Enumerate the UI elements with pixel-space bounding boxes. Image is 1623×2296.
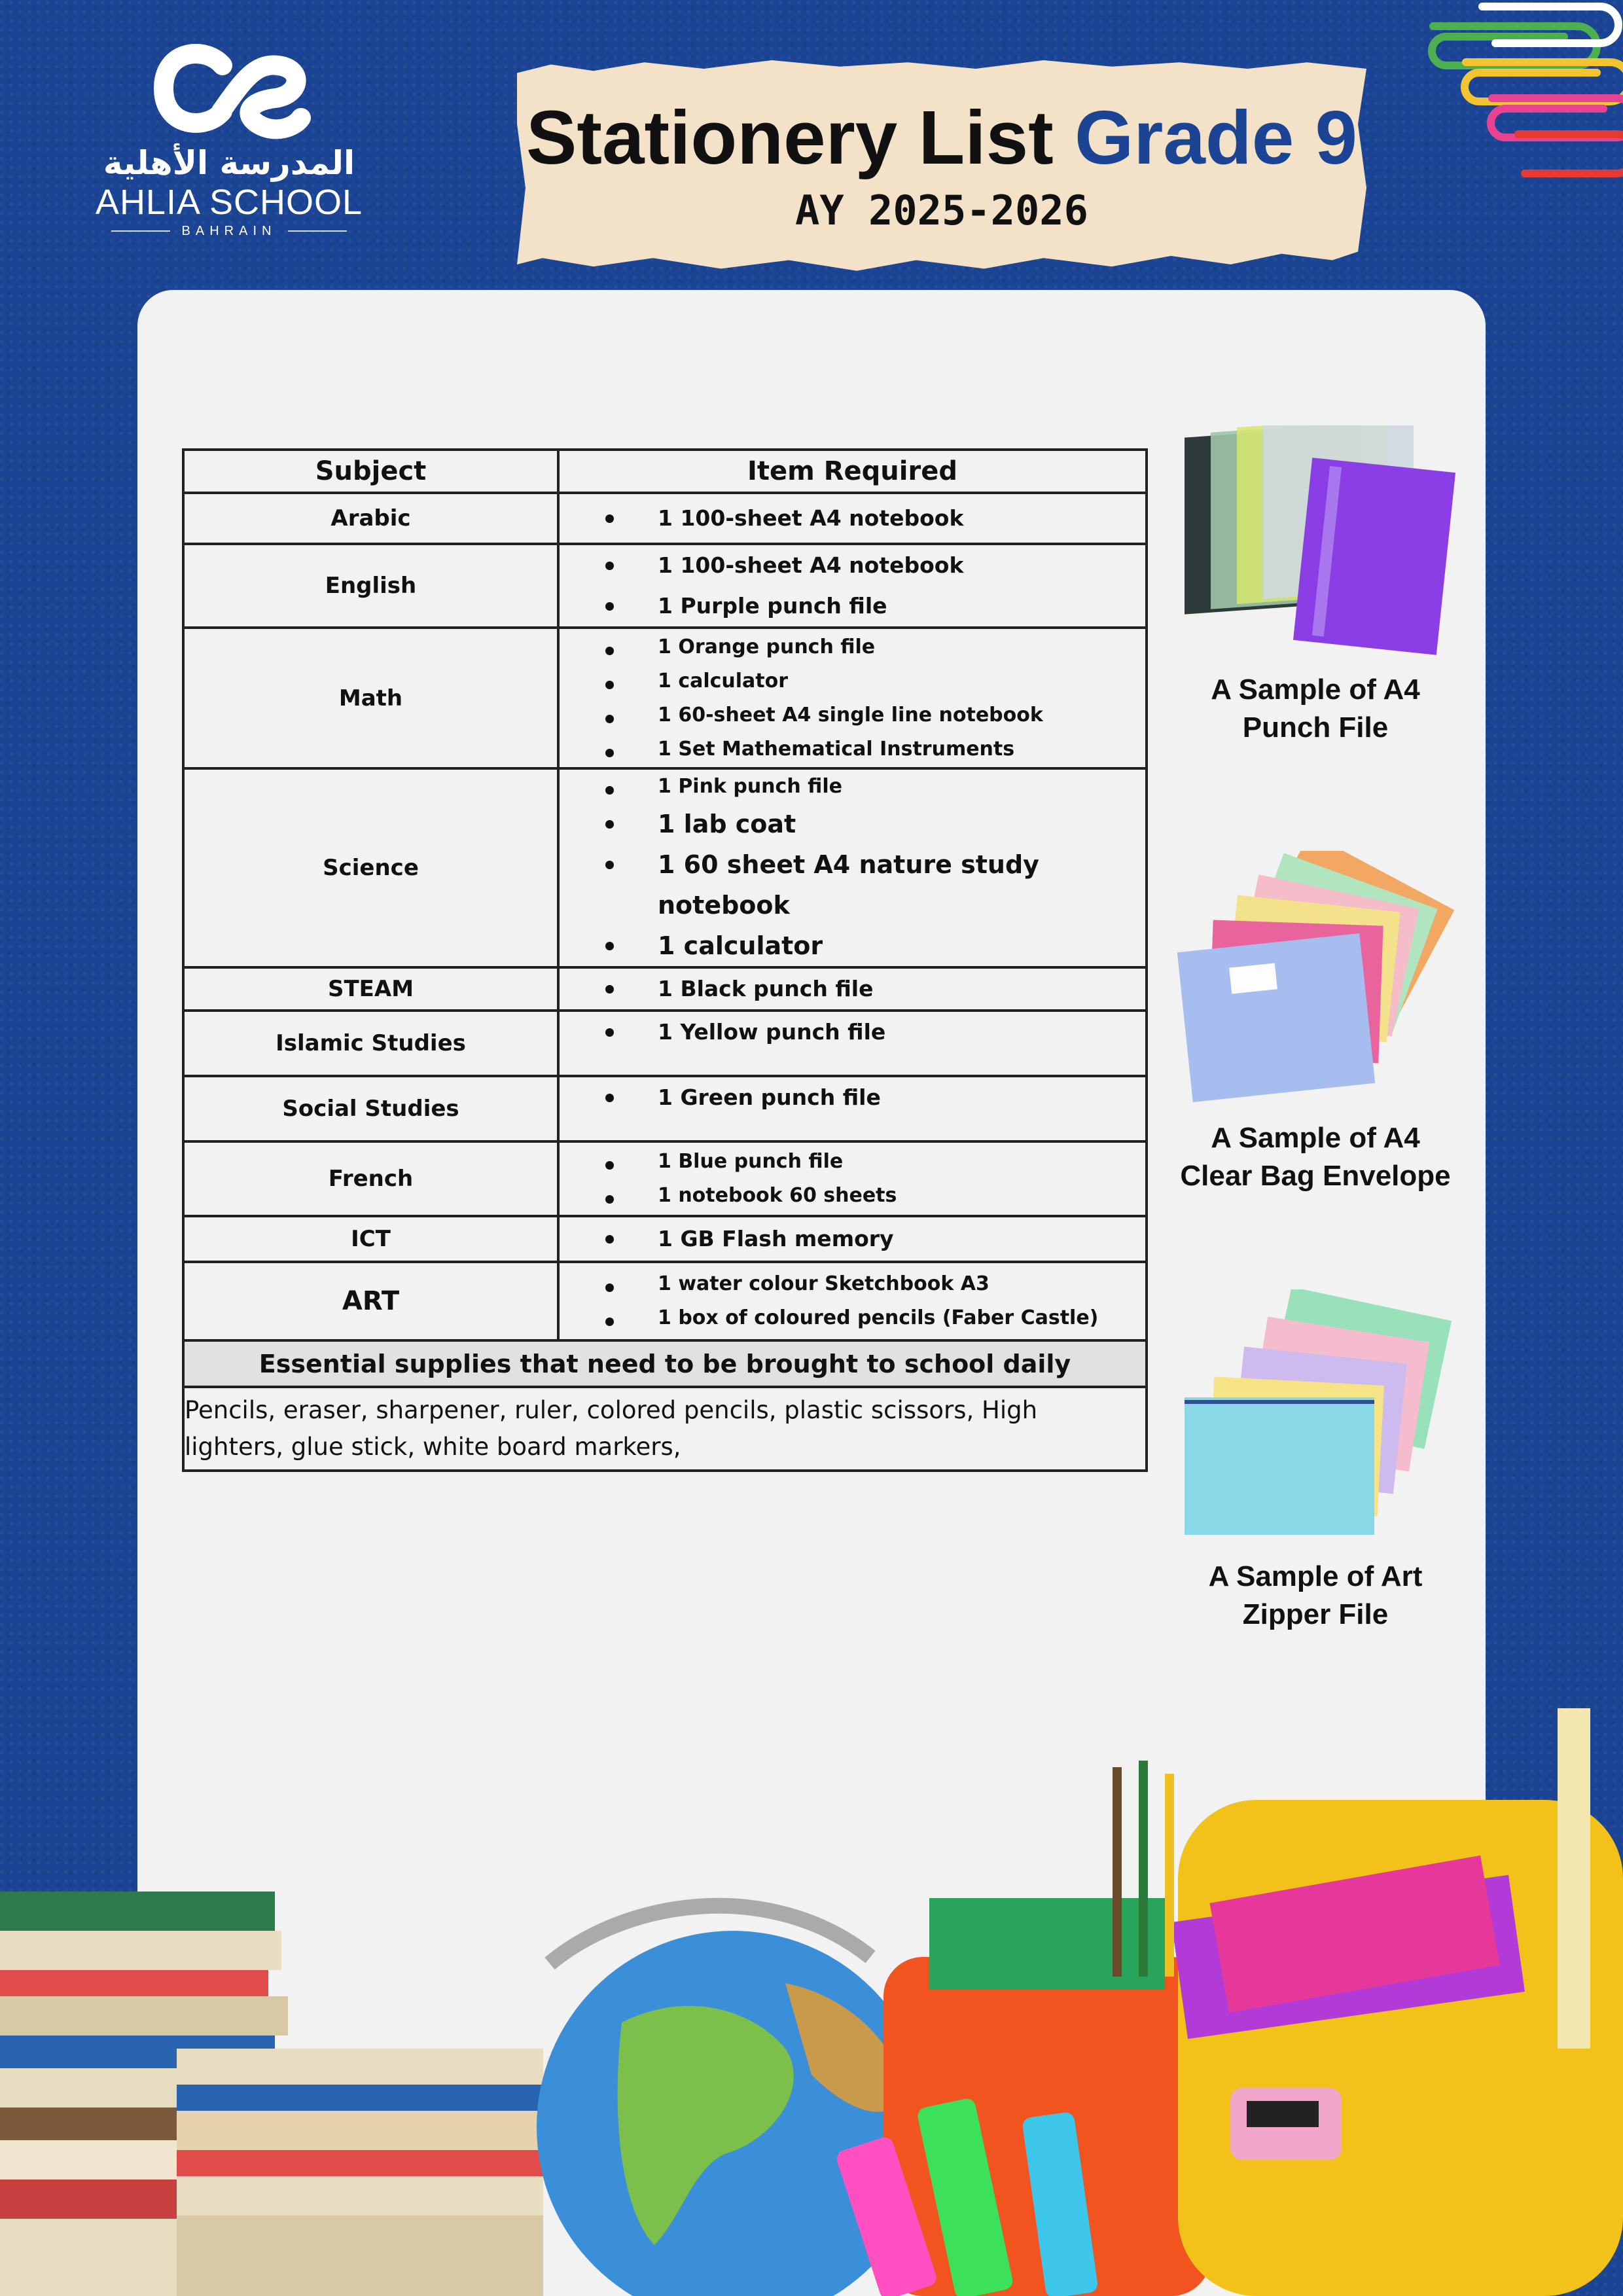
subject-cell: Science	[183, 768, 558, 967]
sample-caption-clear-bag: A Sample of A4 Clear Bag Envelope	[1180, 1122, 1451, 1192]
list-item: 1 Purple punch file	[605, 586, 1145, 626]
table-row	[183, 1141, 1147, 1216]
subject-cell: Social Studies	[183, 1076, 558, 1141]
items-cell	[558, 1011, 1147, 1076]
backpack-icon	[834, 1708, 1623, 2296]
items-cell	[558, 1141, 1147, 1216]
items-cell	[558, 1216, 1147, 1262]
subject-cell: ART	[183, 1262, 558, 1340]
table-row	[183, 1340, 1147, 1387]
subject-cell: Arabic	[183, 493, 558, 544]
table-row	[183, 768, 1147, 967]
list-item: 1 100-sheet A4 notebook	[605, 545, 1145, 586]
items-cell	[558, 768, 1147, 967]
page-title: Stationery List Grade 9	[526, 95, 1357, 180]
table-row	[183, 1216, 1147, 1262]
items-cell	[558, 1262, 1147, 1340]
paper-clips-icon	[1420, 0, 1623, 180]
list-item: 1 calculator	[605, 925, 1145, 966]
subject-cell: French	[183, 1141, 558, 1216]
list-item: 1 Set Mathematical Instruments	[605, 732, 1145, 766]
zipper-file-image	[1178, 1289, 1453, 1538]
school-name-arabic: المدرسة الأهلية	[103, 144, 355, 182]
subject-cell: Math	[183, 628, 558, 768]
subject-cell: ICT	[183, 1216, 558, 1262]
subject-cell: English	[183, 544, 558, 628]
ahlia-logo-icon	[144, 36, 314, 141]
items-cell	[558, 493, 1147, 544]
sample-caption-zipper-file: A Sample of Art Zipper File	[1208, 1560, 1423, 1630]
list-item: 1 Blue punch file	[605, 1145, 1145, 1179]
list-item: 1 Green punch file	[605, 1077, 1145, 1118]
list-item: 1 lab coat	[605, 804, 1145, 844]
academic-year: AY 2025-2026	[795, 187, 1088, 234]
table-row	[183, 1011, 1147, 1076]
table-row	[183, 628, 1147, 768]
stationery-table	[182, 448, 1148, 1472]
school-logo	[92, 36, 366, 252]
list-item: 1 Pink punch file	[605, 770, 1145, 804]
subject-column-header: Subject	[183, 450, 558, 493]
items-column-header: Item Required	[558, 450, 1147, 493]
list-item: 1 notebook 60 sheets	[605, 1179, 1145, 1213]
table-row	[183, 493, 1147, 544]
list-item: 1 Yellow punch file	[605, 1012, 1145, 1052]
table-row	[183, 967, 1147, 1011]
list-item: 1 GB Flash memory	[605, 1219, 1145, 1259]
items-cell	[558, 1076, 1147, 1141]
books-stack-icon	[0, 1892, 543, 2296]
subject-cell: STEAM	[183, 967, 558, 1011]
essential-text: Pencils, eraser, sharpener, ruler, colored pencils, plastic scissors, High lighters, glue stick, white board markers,	[183, 1387, 1147, 1471]
list-item: 1 100-sheet A4 notebook	[605, 498, 1145, 539]
table-row	[183, 1262, 1147, 1340]
table-row	[183, 1387, 1147, 1471]
clear-bag-envelope-image	[1171, 851, 1459, 1106]
grade-label: Grade 9	[1074, 95, 1357, 180]
subject-cell: Islamic Studies	[183, 1011, 558, 1076]
punch-file-image	[1171, 425, 1459, 661]
list-item: 1 calculator	[605, 664, 1145, 698]
list-item: 1 Black punch file	[605, 969, 1145, 1009]
items-cell	[558, 544, 1147, 628]
table-row	[183, 1076, 1147, 1141]
list-item: 1 water colour Sketchbook A3	[605, 1267, 1145, 1301]
school-name-english: AHLIA SCHOOL	[95, 183, 363, 222]
list-item: 1 Orange punch file	[605, 630, 1145, 664]
table-row	[183, 544, 1147, 628]
school-supplies-illustration	[0, 1682, 1623, 2296]
list-item: 1 60-sheet A4 single line notebook	[605, 698, 1145, 732]
list-item: 1 60 sheet A4 nature study notebook	[605, 844, 1145, 925]
sample-caption-punch-file: A Sample of A4 Punch File	[1211, 673, 1420, 744]
items-cell	[558, 967, 1147, 1011]
essential-title: Essential supplies that need to be brought to school daily	[183, 1340, 1147, 1387]
items-cell	[558, 628, 1147, 768]
school-country: BAHRAIN	[92, 222, 366, 240]
list-item: 1 box of coloured pencils (Faber Castle)	[605, 1301, 1145, 1335]
